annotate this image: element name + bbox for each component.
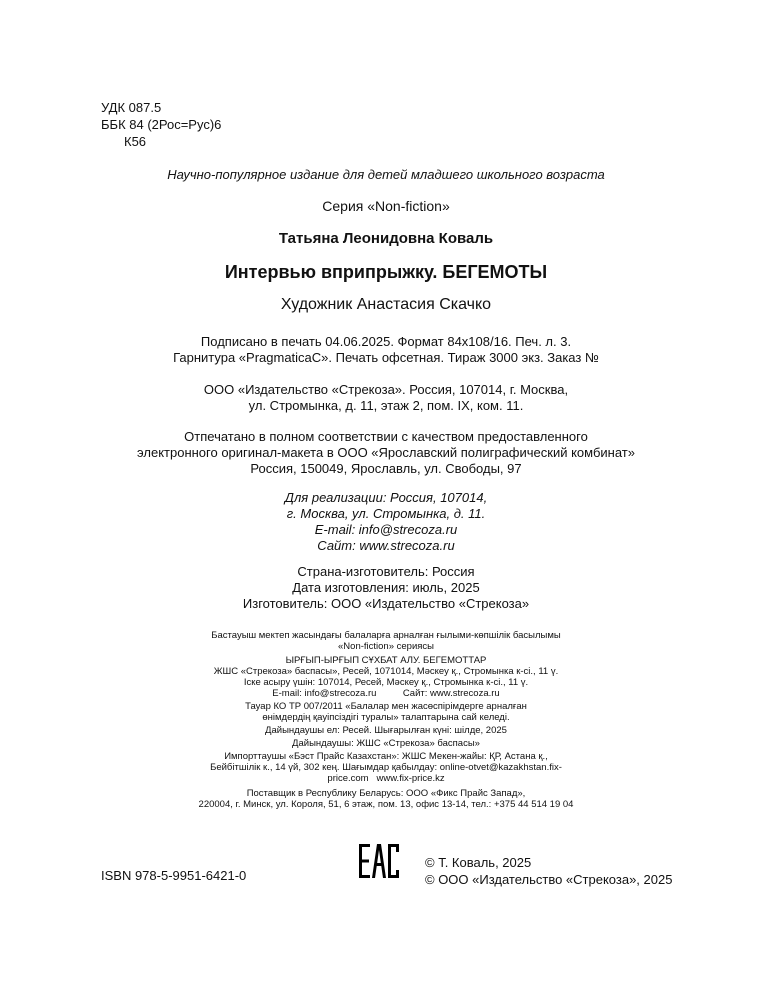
author: Татьяна Леонидовна Коваль xyxy=(278,230,494,247)
print-info-line: Гарнитура «PragmaticaC». Печать офсетная. Тираж 3000 экз. Заказ № xyxy=(173,350,599,365)
kz-title: ЫРҒЫП-ЫРҒЫП СҰХБАТ АЛУ. БЕГЕМОТТАР xyxy=(285,655,487,666)
by-line: 220004, г. Минск, ул. Короля, 51, 6 этаж, пом. 13, офис 13-14, тел.: +375 44 514 19 04 xyxy=(198,799,574,810)
manufacture-line: Дата изготовления: июль, 2025 xyxy=(292,580,480,595)
sales-info xyxy=(0,490,772,554)
manufacture-line: Страна-изготовитель: Россия xyxy=(297,564,475,579)
isbn: ISBN 978-5-9951-6421-0 xyxy=(101,868,247,883)
kz-line: Дайындаушы ел: Ресей. Шығарылған күні: шілде, 2025 xyxy=(265,725,507,736)
kz-line: өнімдердің қауіпсіздігі туралы» талаптарына сай келеді. xyxy=(262,712,510,723)
sales-site: Сайт: www.strecoza.ru xyxy=(317,538,455,553)
sales-email: E-mail: info@strecoza.ru xyxy=(314,522,458,537)
edition-type: Научно-популярное издание для детей младшего школьного возраста xyxy=(167,167,605,182)
illustrator: Художник Анастасия Скачко xyxy=(280,296,492,313)
eac-mark-icon xyxy=(357,838,401,884)
printer-line: Отпечатано в полном соответствии с качеством предоставленного xyxy=(184,429,588,444)
series: Серия «Non-fiction» xyxy=(322,198,450,214)
kz-line: «Non-fiction» сериясы xyxy=(338,641,434,652)
kazakh-info xyxy=(150,630,622,784)
publisher-info xyxy=(0,382,772,414)
bbk-code: ББК 84 (2Рос=Рус)6 xyxy=(101,117,222,132)
kz-line: Іске асыру үшін: 107014, Ресей, Мәскеу қ., Стромынка к-сі., 11 ү. xyxy=(243,677,529,688)
author-mark: К56 xyxy=(124,134,147,149)
printer-line: электронного оригинал-макета в ООО «Ярославский полиграфический комбинат» xyxy=(137,445,635,460)
kz-line: Дайындаушы: ЖШС «Стрекоза» баспасы» xyxy=(292,738,480,749)
kz-line: Бейбітшілік к., 14 үй, 302 кең. Шағымдар қабылдау: online-otvet@kazakhstan.fix- xyxy=(210,762,562,773)
kz-line: Тауар КО ТР 007/2011 «Балалар мен жасөспірімдерге арналған xyxy=(245,701,527,712)
sales-line: Для реализации: Россия, 107014, xyxy=(284,490,488,505)
print-info xyxy=(0,334,772,366)
publisher-line: ООО «Издательство «Стрекоза». Россия, 107014, г. Москва, xyxy=(203,382,569,397)
kz-line: Бастауыш мектеп жасындағы балаларға арналған ғылыми-көпшілік басылымы xyxy=(211,630,561,641)
copyright-publisher: © ООО «Издательство «Стрекоза», 2025 xyxy=(425,872,673,887)
printer-info xyxy=(0,429,772,477)
manufacture-line: Изготовитель: ООО «Издательство «Стрекоза» xyxy=(242,596,530,611)
print-info-line: Подписано в печать 04.06.2025. Формат 84х108/16. Печ. л. 3. xyxy=(200,334,572,349)
copyright-author: © Т. Коваль, 2025 xyxy=(425,855,532,870)
udk-code: УДК 087.5 xyxy=(101,100,162,115)
kz-line: E-mail: info@strecoza.ru Сайт: www.strecoza.ru xyxy=(272,688,500,699)
printer-line: Россия, 150049, Ярославль, ул. Свободы, 97 xyxy=(250,461,522,476)
by-line: Поставщик в Республику Беларусь: ООО «Фикс Прайс Запад», xyxy=(246,788,526,799)
book-title: Интервью вприпрыжку. БЕГЕМОТЫ xyxy=(224,262,548,282)
belarus-info xyxy=(150,788,622,810)
sales-line: г. Москва, ул. Стромынка, д. 11. xyxy=(286,506,486,521)
kz-line: ЖШС «Стрекоза» баспасы», Ресей, 1071014, Мәскеу қ., Стромынка к-сі., 11 ү. xyxy=(213,666,559,677)
manufacture-info xyxy=(0,564,772,612)
kz-line: Импорттаушы «Бэст Прайс Казахстан»: ЖШС Мекен-жайы: ҚР, Астана қ., xyxy=(224,751,548,762)
kz-line: price.com www.fix-price.kz xyxy=(327,773,445,784)
publisher-line: ул. Стромынка, д. 11, этаж 2, пом. IX, ком. 11. xyxy=(248,398,524,413)
